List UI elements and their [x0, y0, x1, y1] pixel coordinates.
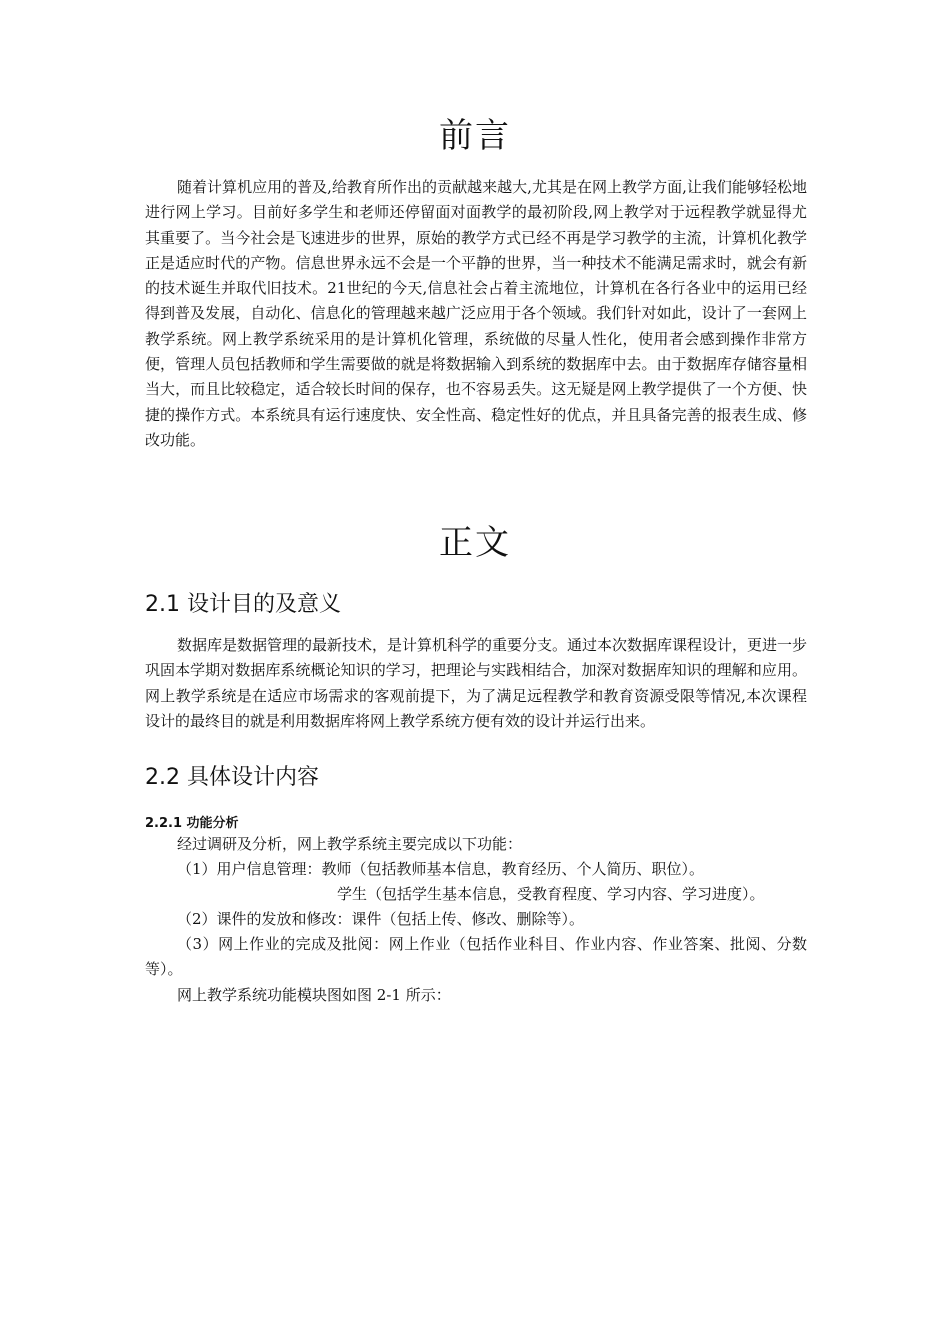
- function-item-1: （1）用户信息管理：教师（包括教师基本信息，教育经历、个人简历、职位）。: [177, 860, 705, 878]
- function-intro: 经过调研及分析，网上教学系统主要完成以下功能：: [177, 835, 523, 853]
- function-closing: 网上教学系统功能模块图如图 2-1 所示：: [177, 986, 451, 1004]
- section-2-1-body: 数据库是数据管理的最新技术，是计算机科学的重要分支。通过本次数据库课程设计，更进一步巩固本学期对数据库系统概论知识的学习，把理论与实践相结合，加深对数据库知识的理解和应用。网上教学系统是在适应市场需求的客观前提下，为了满足远程教学和教育资源受限等情况,本次课程设计的最终目的就是利用数据库将网上教学系统方便有效的设计并运行出来。: [145, 636, 808, 730]
- function-item-3: （3）网上作业的完成及批阅：网上作业（包括作业科目、作业内容、作业答案、批阅、分数等）。: [145, 935, 807, 978]
- subsection-2-2-1-heading: 2.2.1 功能分析: [145, 816, 239, 831]
- preface-body: 随着计算机应用的普及,给教育所作出的贡献越来越大,尤其是在网上教学方面,让我们能够轻松地进行网上学习。目前好多学生和老师还停留面对面教学的最初阶段,网上教学对于远程教学就显得尤其重要了。当今社会是飞速进步的世界，原始的教学方式已经不再是学习教学的主流，计算机化教学正是适应时代的产物。信息世界永远不会是一个平静的世界，当一种技术不能满足需求时，就会有新的技术诞生并取代旧技术。21世纪的今天,信息社会占着主流地位，计算机在各行各业中的运用已经得到普及发展，自动化、信息化的管理越来越广泛应用于各个领域。我们针对如此，设计了一套网上教学系统。网上教学系统采用的是计算机化管理，系统做的尽量人性化，使用者会感到操作非常方便，管理人员包括教师和学生需要做的就是将数据输入到系统的数据库中去。由于数据库存储容量相当大，而且比较稳定，适合较长时间的保存，也不容易丢失。这无疑是网上教学提供了一个方便、快捷的操作方式。本系统具有运行速度快、安全性高、稳定性好的优点，并且具备完善的报表生成、修改功能。: [145, 178, 807, 449]
- section-2-2-heading: 2.2 具体设计内容: [145, 765, 319, 790]
- function-item-1-continued: 学生（包括学生基本信息，受教育程度、学习内容、学习进度）。: [337, 885, 765, 903]
- section-2-1-heading: 2.1 设计目的及意义: [145, 592, 341, 617]
- function-item-2: （2）课件的发放和修改：课件（包括上传、修改、删除等）。: [177, 910, 585, 928]
- preface-title: 前言: [439, 116, 511, 156]
- main-title: 正文: [439, 523, 511, 563]
